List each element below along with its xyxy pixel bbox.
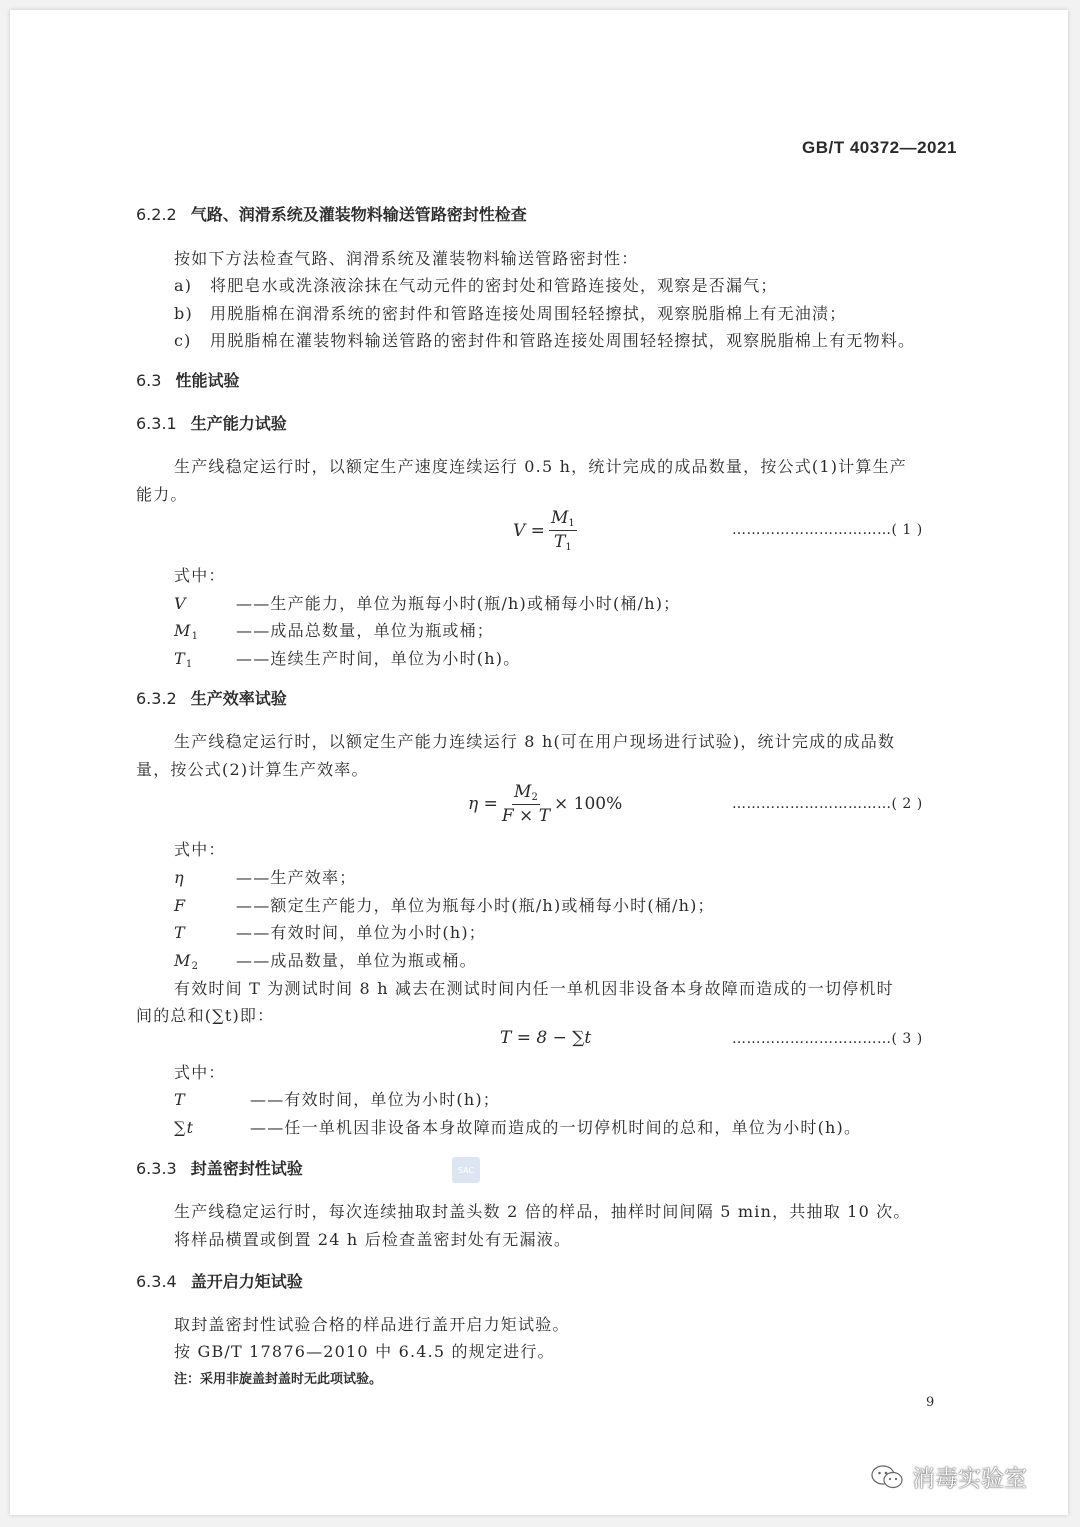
variable-description: ——有效时间，单位为小时(h)； (250, 1090, 500, 1109)
variable-definition (174, 591, 680, 615)
variable-description: ——任一单机因非设备本身故障而造成的一切停机时间的总和，单位为小时(h)。 (250, 1118, 862, 1137)
section-number: 6.3.2 (136, 689, 177, 708)
wechat-icon (870, 1464, 904, 1490)
section-title: 生产能力试验 (190, 414, 287, 433)
watermark (870, 1460, 1027, 1493)
list-text: 将肥皂水或洗涤液涂抹在气动元件的密封处和管路连接处，观察是否漏气； (210, 276, 778, 295)
list-item (174, 301, 846, 324)
list-label: a) (174, 276, 193, 295)
formula-lhs: V = (513, 520, 545, 541)
variable-symbol: T (174, 649, 186, 668)
paragraph-line: 生产线稳定运行时，每次连续抽取封盖头数 2 倍的样品，抽样时间间隔 5 min，共抽取 10 次。 (174, 1202, 911, 1221)
watermark-text: 消毒实验室 (912, 1466, 1027, 1492)
section-title: 盖开启力矩试验 (190, 1272, 303, 1291)
variable-symbol: η (174, 868, 185, 887)
denominator: T (553, 532, 566, 552)
section-title: 封盖密封性试验 (190, 1159, 303, 1178)
variable-definition (174, 646, 520, 670)
formula-suffix: × 100% (554, 794, 623, 814)
paragraph-line: 间的总和(∑t)即： (136, 1006, 275, 1025)
formula-1-number (732, 522, 923, 538)
where-label: 式中： (174, 840, 226, 859)
section-title: 气路、润滑系统及灌装物料输送管路密封性检查 (190, 205, 527, 224)
formula-3-number (732, 1031, 923, 1047)
section-heading-6-2-2 (136, 202, 527, 225)
variable-definition (174, 893, 715, 916)
paragraph-line: 取封盖密封性试验合格的样品进行盖开启力矩试验。 (174, 1315, 570, 1334)
paragraph-line: 将样品横置或倒置 24 h 后检查盖密封处有无漏液。 (174, 1230, 572, 1249)
formula-2-number (732, 796, 923, 812)
variable-definition (174, 1115, 861, 1138)
variable-subscript: 2 (191, 961, 200, 972)
section-number: 6.3.4 (136, 1272, 177, 1291)
list-item (174, 273, 778, 296)
section-title: 性能试验 (175, 371, 240, 390)
variable-definition (174, 920, 486, 943)
section-heading-6-3 (136, 368, 239, 391)
paragraph-line: 量，按公式(2)计算生产效率。 (136, 760, 369, 779)
paragraph-line: 生产线稳定运行时，以额定生产能力连续运行 8 h(可在用户现场进行试验)，统计完成的成品数 (174, 732, 896, 751)
section-number: 6.2.2 (136, 205, 177, 224)
variable-description: ——额定生产能力，单位为瓶每小时(瓶/h)或桶每小时(桶/h)； (236, 896, 715, 915)
paragraph-line: 能力。 (136, 485, 188, 504)
variable-subscript: 1 (185, 659, 194, 670)
variable-symbol: V (174, 594, 187, 613)
paragraph-line: 生产线稳定运行时，以额定生产速度连续运行 0.5 h，统计完成的成品数量，按公式(1)计算生产 (174, 457, 907, 476)
variable-symbol: ∑t (174, 1118, 195, 1137)
dot-leader: …………………………… (732, 796, 892, 812)
variable-symbol: M (174, 621, 192, 640)
fraction (502, 782, 550, 826)
dot-leader: …………………………… (732, 1031, 892, 1047)
sac-stamp-icon (452, 1157, 480, 1183)
list-label: b) (174, 304, 193, 323)
section-number: 6.3.1 (136, 414, 177, 433)
formula-lhs: η = (468, 794, 498, 814)
section-number: 6.3.3 (136, 1159, 177, 1178)
standard-number: GB/T 40372—2021 (802, 138, 957, 157)
stamp-text: SAC (457, 1165, 475, 1175)
denominator: F × T (501, 806, 551, 826)
section-heading-6-3-1 (136, 411, 287, 434)
variable-symbol: T (174, 923, 186, 942)
equation-tag: ( 3 ) (891, 1031, 923, 1047)
where-label: 式中： (174, 1063, 226, 1082)
variable-description: ——生产能力，单位为瓶每小时(瓶/h)或桶每小时(桶/h)； (236, 594, 681, 613)
document-page (10, 10, 1068, 1515)
paragraph-line: 有效时间 T 为测试时间 8 h 减去在测试时间内任一单机因非设备本身故障而造成的一切停机时 (174, 979, 894, 998)
section-title: 生产效率试验 (190, 689, 287, 708)
variable-description: ——有效时间，单位为小时(h)； (236, 923, 486, 942)
section-heading-6-3-3 (136, 1156, 303, 1179)
variable-description: ——成品数量，单位为瓶或桶。 (236, 951, 477, 970)
section-heading-6-3-2 (136, 686, 287, 709)
variable-definition (174, 865, 356, 888)
variable-description: ——成品总数量，单位为瓶或桶； (236, 621, 495, 640)
variable-definition (174, 948, 477, 972)
numerator: M (550, 508, 569, 528)
formula-3: T = 8 − ∑t (500, 1028, 592, 1048)
variable-description: ——连续生产时间，单位为小时(h)。 (236, 649, 521, 668)
fraction (549, 508, 577, 553)
numerator-subscript: 2 (531, 792, 538, 803)
variable-definition (174, 1087, 500, 1110)
list-text: 用脱脂棉在润滑系统的密封件和管路连接处周围轻轻擦拭，观察脱脂棉上有无油渍； (210, 304, 847, 323)
denominator-subscript: 1 (565, 542, 572, 553)
paragraph-line: 按 GB/T 17876—2010 中 6.4.5 的规定进行。 (174, 1342, 555, 1361)
numerator: M (514, 782, 532, 802)
list-label: c) (174, 331, 192, 350)
equation-tag: ( 1 ) (891, 522, 923, 538)
page-number: 9 (926, 1395, 935, 1410)
variable-description: ——生产效率； (236, 868, 357, 887)
equation-tag: ( 2 ) (891, 796, 923, 812)
formula-1 (513, 508, 577, 553)
note: 注：采用非旋盖封盖时无此项试验。 (174, 1372, 383, 1387)
variable-symbol: F (174, 896, 187, 915)
variable-symbol: T (174, 1090, 186, 1109)
numerator-subscript: 1 (568, 518, 575, 529)
dot-leader: …………………………… (732, 522, 892, 538)
section-heading-6-3-4 (136, 1269, 303, 1292)
paragraph: 按如下方法检查气路、润滑系统及灌装物料输送管路密封性： (174, 249, 639, 268)
formula-2 (468, 782, 622, 826)
variable-symbol: M (174, 951, 192, 970)
list-text: 用脱脂棉在灌装物料输送管路的密封件和管路连接处周围轻轻擦拭，观察脱脂棉上有无物料。 (210, 331, 916, 350)
variable-subscript: 1 (191, 631, 200, 642)
variable-definition (174, 618, 494, 642)
list-item (174, 328, 915, 351)
where-label: 式中： (174, 566, 226, 585)
section-number: 6.3 (136, 371, 162, 390)
